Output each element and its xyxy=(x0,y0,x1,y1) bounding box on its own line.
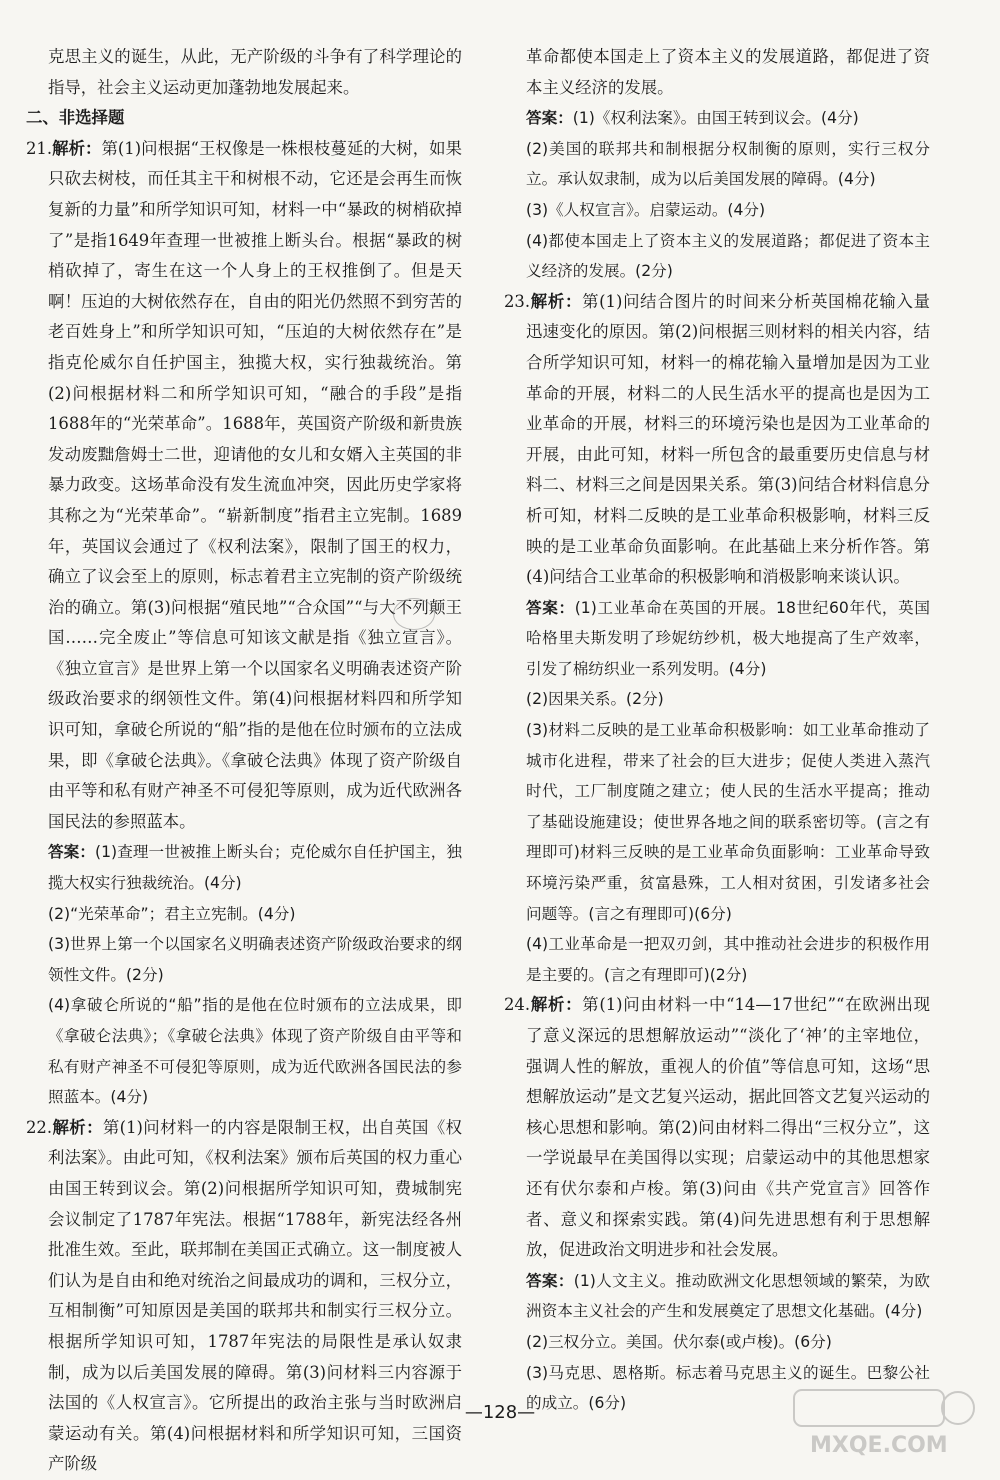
q23-answer-label: 答案： xyxy=(526,598,575,617)
q21-answer-2: (2)“光荣革命”；君主立宪制。(4分) xyxy=(48,904,296,923)
q22-explanation-label: 解析： xyxy=(52,1117,103,1137)
q21-answer-3: (3)世界上第一个以国家名义明确表述资产阶级政治要求的纲领性文件。(2分) xyxy=(48,935,462,984)
q24-explanation xyxy=(504,990,930,1265)
q22-answer-label: 答案： xyxy=(526,109,573,128)
q22-answer-4: (4)都使本国走上了资本主义的发展道路；都促进了资本主义经济的发展。(2分) xyxy=(526,231,930,281)
watermark-logo xyxy=(790,1388,980,1458)
q21-answer-label: 答案： xyxy=(48,843,96,862)
q22-number: 22. xyxy=(26,1117,53,1137)
continued-paragraph: 克思主义的诞生，从此，无产阶级的斗争有了科学理论的指导，社会主义运动更加蓬勃地发展起来。 xyxy=(48,47,462,97)
q24-explanation-label: 解析： xyxy=(530,995,583,1015)
q23-answer-4: (4)工业革命是一把双刃剑，其中推动社会进步的积极作用是主要的。(言之有理即可)(2分) xyxy=(526,935,930,984)
q21-answer-4: (4)拿破仑所说的“船”指的是他在位时颁布的立法成果，即《拿破仑法典》；《拿破仑法典》体现了资产阶级自由平等和私有财产神圣不可侵犯等原则，成为近代欧洲各国民法的参照蓝本。(4分) xyxy=(48,996,462,1107)
q21-answer-1: 答案：(1)查理一世被推上断头台；克伦威尔自任护国主，独揽大权实行独裁统治。(4分) xyxy=(48,843,462,893)
q21-explanation-text: 第(1)问根据“王权像是一株根枝蔓延的大树，如果只砍去树枝，而任其主干和树根不动，它还是会再生而恢复新的力量”和所学知识可知，材料一中“暴政的树梢砍掉了”是指1649年查理一世被推上断头台。根据“暴政的树梢砍掉了，寄生在这一个人身上的王权推倒了。但是天啊！压迫的大树依然存在，自由的阳光仍然照不到穷苦的老百姓身上”和所学知识可知，“压迫的大树依然存在”是指克伦威尔自任护国主，独揽大权，实行独裁统治。第(2)问根据材料二和所学知识可知，“融合的手段”是指1688年的“光荣革命”。1688年，英国资产阶级和新贵族发动废黜詹姆士二世，迎请他的女儿和女婿入主英国的非暴力政变。这场革命没有发生流血冲突，因此历史学家将其称之为“光荣革命”。“崭新制度”指君主立宪制。1689年，英国议会通过了《权利法案》，限制了国王的权力，确立了议会至上的原则，标志着君主立宪制的资产阶级统治的确立。第(3)问根据“殖民地”“合众国”“与大不列颠王国……完全废止”等信息可知该文献是指《独立宣言》。《独立宣言》是世界上第一个以国家名义明确表述资产阶级政治要求的纲领性文件。第(4)问根据材料四和所学知识可知，拿破仑所说的“船”指的是他在位时颁布的立法成果，即《拿破仑法典》。《拿破仑法典》体现了资产阶级自由平等和私有财产神圣不可侵犯等原则，成为近代欧洲各国民法的参照蓝本。 xyxy=(48,138,462,831)
q24-answer-2: (2)三权分立。美国。伏尔泰(或卢梭)。(6分) xyxy=(526,1332,832,1351)
right-column xyxy=(504,42,930,1419)
q23-number: 23. xyxy=(504,291,531,311)
q23-explanation-text: 第(1)问结合图片的时间来分析英国棉花输入量迅速变化的原因。第(2)问根据三则材料的相关内容，结合所学知识可知，材料一的棉花输入量增加是因为工业革命的开展，材料二的人民生活水平的提高也是因为工业革命的开展，材料三的环境污染也是因为工业革命的开展，由此可知，材料一所包含的最重要历史信息与材料二、材料三之间是因果关系。第(3)问结合材料信息分析可知，材料二反映的是工业革命积极影响，材料三反映的是工业革命负面影响。在此基础上来分析作答。第(4)问结合工业革命的积极影响和消极影响来谈认识。 xyxy=(526,291,931,587)
q23-explanation xyxy=(504,287,930,593)
q21-explanation xyxy=(26,134,462,838)
q24-answer-1: 答案：(1)人文主义。推动欧洲文化思想领域的繁荣，为欧洲资本主义社会的产生和发展奠定了思想文化基础。(4分) xyxy=(526,1271,930,1321)
q24-answer-label: 答案： xyxy=(526,1271,574,1290)
q23-answer-3: (3)材料二反映的是工业革命积极影响：如工业革命推动了城市化进程，带来了社会的巨大进步；促使人类进入蒸汽时代，工厂制度随之建立；使人民的生活水平提高；推动了基础设施建设；使世界各地之间的联系密切等。(言之有理即可)材料三反映的是工业革命负面影响：工业革命导致环境污染严重，贫富悬殊，工人相对贫困，引发诸多社会问题等。(言之有理即可)(6分) xyxy=(526,721,930,923)
ink-stamp-mark xyxy=(393,598,435,630)
q22-explanation-text: 第(1)问材料一的内容是限制王权，出自英国《权利法案》。由此可知，《权利法案》颁布后英国的权力重心由国王转到议会。第(2)问根据所学知识可知，费城制宪会议制定了1787年宪法。根据“1788年，新宪法经各州批准生效。至此，联邦制在美国正式确立。这一制度被人们认为是自由和绝对统治之间最成功的调和，三权分立，互相制衡”可知原因是美国的联邦共和制实行三权分立。根据所学知识可知，1787年宪法的局限性是承认奴隶制，成为以后美国发展的障碍。第(3)问材料三内容源于法国的《人权宣言》。它所提出的政治主张与当时欧洲启蒙运动有关。第(4)问根据材料和所学知识可知，三国资产阶级 xyxy=(48,1117,463,1474)
q22-answer-2: (2)美国的联邦共和制根据分权制衡的原则，实行三权分立。承认奴隶制，成为以后美国发展的障碍。(4分) xyxy=(526,139,930,189)
q21-explanation-label: 解析： xyxy=(52,138,102,158)
q22-explanation-continued: 革命都使本国走上了资本主义的发展道路，都促进了资本主义经济的发展。 xyxy=(526,47,930,97)
section-title: 二、非选择题 xyxy=(26,108,125,128)
watermark-text: MXQE.COM xyxy=(810,1433,948,1458)
q24-explanation-text: 第(1)问由材料一中“14—17世纪”“在欧洲出现了意义深远的思想解放运动”“淡化了‘神’的主宰地位，强调人性的解放，重视人的价值”等信息可知，这场“思想解放运动”是文艺复兴运动，据此回答文艺复兴运动的核心思想和影响。第(2)问由材料二得出“三权分立”，这一学说最早在美国得以实现；启蒙运动中的其他思想家还有伏尔泰和卢梭。第(3)问由《共产党宣言》回答作者、意义和探索实践。第(4)问先进思想有利于思想解放，促进政治文明进步和社会发展。 xyxy=(526,995,930,1260)
q23-answer-2: (2)因果关系。(2分) xyxy=(526,690,664,709)
page-number: —128— xyxy=(464,1402,536,1423)
q21-number: 21. xyxy=(26,138,53,158)
q23-explanation-label: 解析： xyxy=(530,291,583,311)
q23-answer-1: 答案：(1)工业革命在英国的开展。18世纪60年代，英国哈格里夫斯发明了珍妮纺纱机，极大地提高了生产效率，引发了棉纺织业一系列发明。(4分) xyxy=(526,598,930,678)
q22-explanation xyxy=(26,1113,462,1480)
q24-answer-3: (3)马克思、恩格斯。标志着马克思主义的诞生。巴黎公社的成立。(6分) xyxy=(526,1363,930,1413)
q24-number: 24. xyxy=(504,995,531,1015)
q22-answer-1: 答案：(1)《权利法案》。由国王转到议会。(4分) xyxy=(526,109,859,128)
left-column xyxy=(26,42,462,1480)
q22-answer-3: (3)《人权宣言》。启蒙运动。(4分) xyxy=(526,200,766,219)
